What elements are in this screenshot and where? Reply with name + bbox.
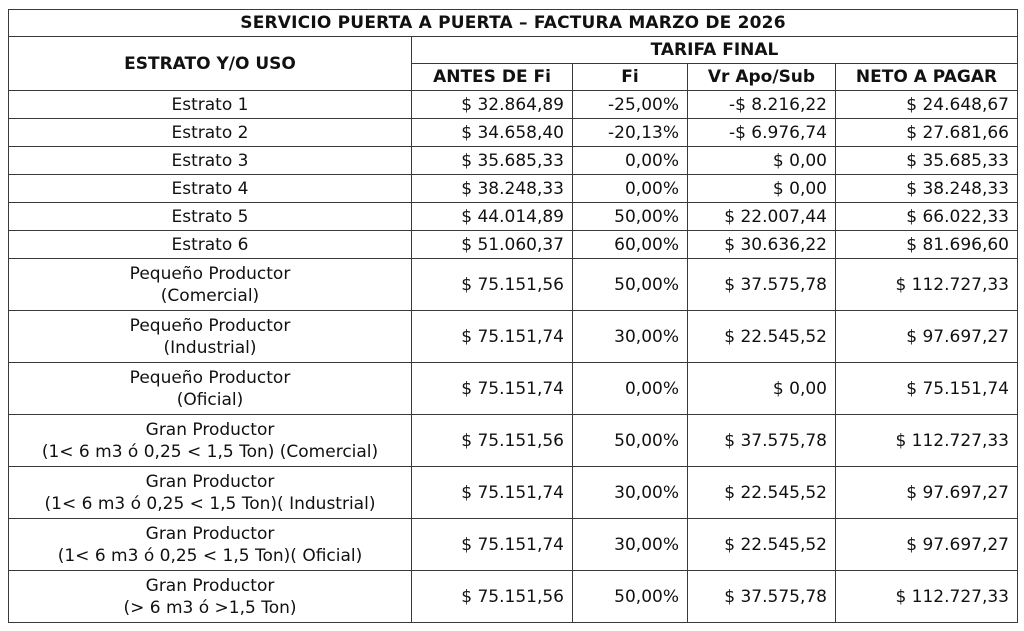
cell-antes-de-fi: $ 75.151,74	[412, 467, 573, 519]
cell-antes-de-fi: $ 35.685,33	[412, 147, 573, 175]
column-header-vr-apo-sub: Vr Apo/Sub	[688, 64, 836, 91]
row-label-subline: (Industrial)	[163, 337, 257, 358]
row-label-subline: (> 6 m3 ó >1,5 Ton)	[123, 597, 297, 618]
row-label	[9, 519, 412, 571]
cell-vr-apo-sub: -$ 8.216,22	[688, 91, 836, 119]
table-row	[9, 119, 1018, 147]
cell-antes-de-fi: $ 75.151,74	[412, 363, 573, 415]
row-label	[9, 147, 412, 175]
cell-antes-de-fi: $ 38.248,33	[412, 175, 573, 203]
cell-vr-apo-sub: $ 22.545,52	[688, 467, 836, 519]
cell-neto-a-pagar: $ 81.696,60	[836, 231, 1018, 259]
cell-vr-apo-sub: $ 37.575,78	[688, 259, 836, 311]
column-header-fi: Fi	[573, 64, 688, 91]
table-row	[9, 147, 1018, 175]
cell-fi: 0,00%	[573, 363, 688, 415]
row-label-line: Estrato 3	[171, 150, 249, 171]
cell-neto-a-pagar: $ 38.248,33	[836, 175, 1018, 203]
cell-vr-apo-sub: $ 37.575,78	[688, 571, 836, 623]
cell-fi: 30,00%	[573, 311, 688, 363]
row-label-subline: (1< 6 m3 ó 0,25 < 1,5 Ton) (Comercial)	[41, 441, 379, 462]
table-row	[9, 231, 1018, 259]
cell-fi: 60,00%	[573, 231, 688, 259]
cell-neto-a-pagar: $ 66.022,33	[836, 203, 1018, 231]
cell-vr-apo-sub: $ 0,00	[688, 147, 836, 175]
cell-antes-de-fi: $ 75.151,74	[412, 519, 573, 571]
row-label	[9, 415, 412, 467]
row-label-line: Estrato 6	[171, 234, 249, 255]
cell-neto-a-pagar: $ 112.727,33	[836, 259, 1018, 311]
table-title: SERVICIO PUERTA A PUERTA – FACTURA MARZO DE 2026	[9, 10, 1018, 37]
row-label-line: Estrato 1	[171, 94, 249, 115]
cell-vr-apo-sub: -$ 6.976,74	[688, 119, 836, 147]
cell-neto-a-pagar: $ 24.648,67	[836, 91, 1018, 119]
cell-neto-a-pagar: $ 112.727,33	[836, 415, 1018, 467]
row-label	[9, 311, 412, 363]
table-row	[9, 311, 1018, 363]
tarifa-final-header: TARIFA FINAL	[412, 37, 1018, 64]
row-label	[9, 363, 412, 415]
cell-neto-a-pagar: $ 75.151,74	[836, 363, 1018, 415]
row-label-subline: (Oficial)	[176, 389, 244, 410]
row-label-line: Gran Productor	[145, 419, 275, 440]
row-label-subline: (1< 6 m3 ó 0,25 < 1,5 Ton)( Oficial)	[57, 545, 363, 566]
cell-vr-apo-sub: $ 0,00	[688, 363, 836, 415]
row-label	[9, 231, 412, 259]
tariff-table	[8, 9, 1018, 623]
cell-antes-de-fi: $ 34.658,40	[412, 119, 573, 147]
row-label-line: Pequeño Productor	[129, 367, 291, 388]
cell-neto-a-pagar: $ 27.681,66	[836, 119, 1018, 147]
row-label-line: Estrato 2	[171, 122, 249, 143]
estrato-header: ESTRATO Y/O USO	[9, 37, 412, 91]
cell-fi: 50,00%	[573, 571, 688, 623]
cell-antes-de-fi: $ 44.014,89	[412, 203, 573, 231]
table-row	[9, 91, 1018, 119]
row-label-line: Pequeño Productor	[129, 315, 291, 336]
row-label	[9, 571, 412, 623]
cell-antes-de-fi: $ 75.151,56	[412, 571, 573, 623]
row-label	[9, 259, 412, 311]
row-label-line: Gran Productor	[145, 523, 275, 544]
row-label	[9, 467, 412, 519]
cell-fi: 0,00%	[573, 147, 688, 175]
row-label	[9, 119, 412, 147]
cell-vr-apo-sub: $ 37.575,78	[688, 415, 836, 467]
cell-neto-a-pagar: $ 97.697,27	[836, 519, 1018, 571]
cell-fi: 0,00%	[573, 175, 688, 203]
table-row	[9, 203, 1018, 231]
column-header-neto-a-pagar: NETO A PAGAR	[836, 64, 1018, 91]
cell-neto-a-pagar: $ 112.727,33	[836, 571, 1018, 623]
table-body	[9, 91, 1018, 623]
table-row	[9, 467, 1018, 519]
cell-fi: 50,00%	[573, 415, 688, 467]
cell-neto-a-pagar: $ 35.685,33	[836, 147, 1018, 175]
cell-neto-a-pagar: $ 97.697,27	[836, 467, 1018, 519]
cell-fi: 50,00%	[573, 259, 688, 311]
cell-vr-apo-sub: $ 0,00	[688, 175, 836, 203]
row-label	[9, 91, 412, 119]
row-label-subline: (Comercial)	[160, 285, 260, 306]
cell-vr-apo-sub: $ 30.636,22	[688, 231, 836, 259]
cell-vr-apo-sub: $ 22.007,44	[688, 203, 836, 231]
cell-vr-apo-sub: $ 22.545,52	[688, 311, 836, 363]
cell-neto-a-pagar: $ 97.697,27	[836, 311, 1018, 363]
cell-fi: 30,00%	[573, 467, 688, 519]
table-row	[9, 571, 1018, 623]
cell-antes-de-fi: $ 75.151,74	[412, 311, 573, 363]
row-label	[9, 203, 412, 231]
table-row	[9, 259, 1018, 311]
row-label-subline: (1< 6 m3 ó 0,25 < 1,5 Ton)( Industrial)	[44, 493, 376, 514]
row-label-line: Gran Productor	[145, 471, 275, 492]
table-row	[9, 415, 1018, 467]
column-header-antes-de-fi: ANTES DE Fi	[412, 64, 573, 91]
cell-antes-de-fi: $ 75.151,56	[412, 259, 573, 311]
row-label	[9, 175, 412, 203]
row-label-line: Estrato 4	[171, 178, 249, 199]
cell-vr-apo-sub: $ 22.545,52	[688, 519, 836, 571]
cell-antes-de-fi: $ 51.060,37	[412, 231, 573, 259]
table-row	[9, 519, 1018, 571]
cell-fi: 50,00%	[573, 203, 688, 231]
cell-fi: -25,00%	[573, 91, 688, 119]
cell-fi: 30,00%	[573, 519, 688, 571]
row-label-line: Pequeño Productor	[129, 263, 291, 284]
cell-antes-de-fi: $ 32.864,89	[412, 91, 573, 119]
table-row	[9, 175, 1018, 203]
cell-antes-de-fi: $ 75.151,56	[412, 415, 573, 467]
row-label-line: Estrato 5	[171, 206, 249, 227]
table-row	[9, 363, 1018, 415]
cell-fi: -20,13%	[573, 119, 688, 147]
row-label-line: Gran Productor	[145, 575, 275, 596]
